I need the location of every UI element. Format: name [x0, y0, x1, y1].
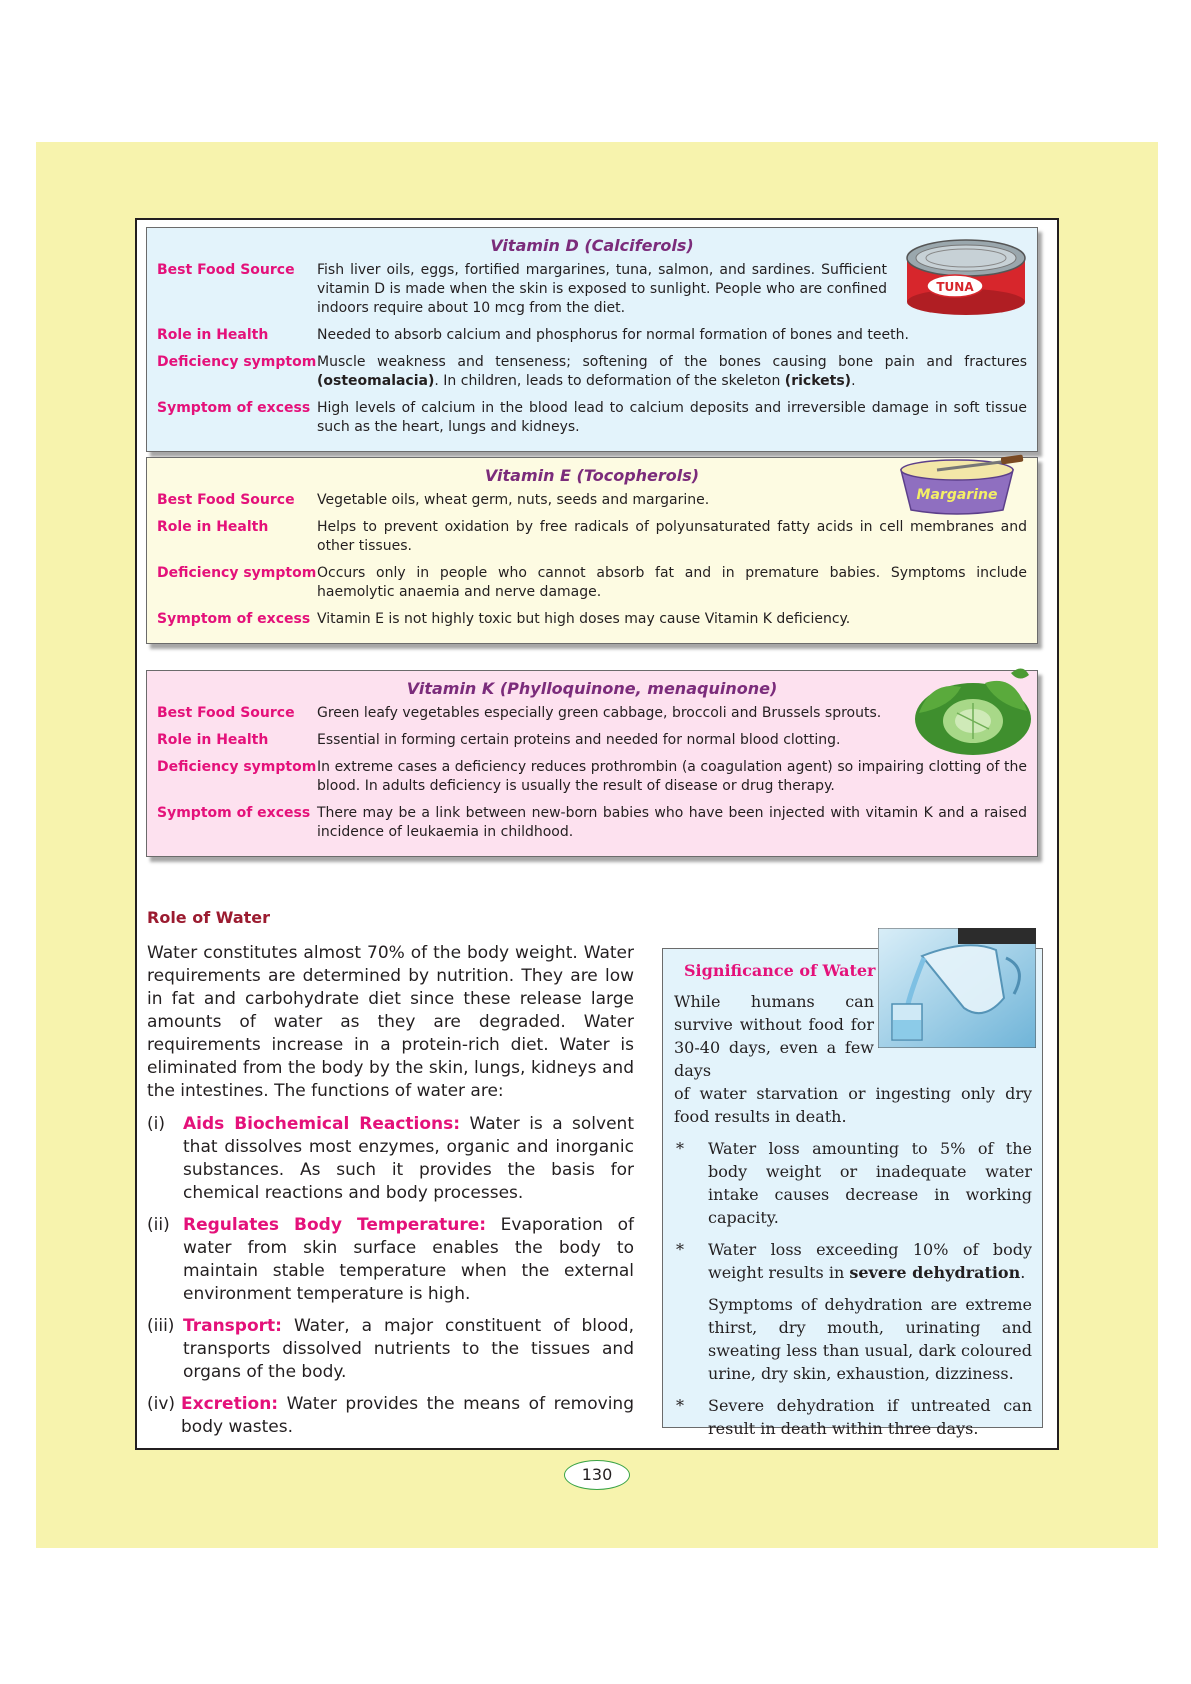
water-text-column: [147, 942, 634, 1448]
vitamin-e-box: [146, 457, 1038, 644]
vitamin-d-box: [146, 227, 1038, 452]
row-label: Symptom of excess: [157, 805, 311, 821]
row-label: Best Food Source: [157, 705, 295, 721]
significance-bullet: * Water loss amounting to 5% of the body weight or inadequate water intake causes decrease in working capacity.: [676, 1139, 1032, 1227]
vitamin-d-role-row: [157, 326, 1027, 345]
row-text: Occurs only in people who cannot absorb fat and in premature babies. Symptoms include haemolytic anaemia and nerve damage.: [317, 565, 1027, 600]
vitamin-k-box: [146, 670, 1038, 857]
water-intro-paragraph: Water constitutes almost 70% of the body weight. Water requirements are determined by nutrition. They are low in fat and carbohydrate diet since these release large amounts of water as they are degraded. Water requirements increase in a protein-rich diet. Water is eliminated from the body by the skin, lungs, kidneys and the intestines. The functions of water are:: [147, 943, 634, 1101]
vitamin-d-excess-row: [157, 399, 1027, 437]
tuna-label: TUNA: [936, 280, 974, 294]
row-text: Helps to prevent oxidation by free radicals of polyunsaturated fatty acids in cell membranes and other tissues.: [317, 519, 1027, 554]
significance-title: Significance of Water: [684, 961, 876, 980]
role-of-water-heading: Role of Water: [147, 908, 271, 927]
row-text: Essential in forming certain proteins and needed for normal blood clotting.: [317, 732, 841, 748]
row-label: Symptom of excess: [157, 400, 311, 416]
significance-bullet: Symptoms of dehydration are extreme thirst, dry mouth, urinating and sweating less than usual, dark coloured urine, dry skin, exhaustion, dizziness.: [708, 1295, 1032, 1383]
row-text: Needed to absorb calcium and phosphorus for normal formation of bones and teeth.: [317, 327, 909, 343]
vitamin-d-title: Vitamin D (Calciferols): [490, 236, 694, 255]
row-label: Deficiency symptom: [157, 354, 317, 370]
vitamin-d-deficiency-row: [157, 353, 1027, 391]
row-text: There may be a link between new-born babies who have been injected with vitamin K and a raised incidence of leukaemia in childhood.: [317, 805, 1027, 840]
water-function-item: (i) Aids Biochemical Reactions: Water is a solvent that dissolves most enzymes, organic and inorganic substances. As such it provides the basis for chemical reactions and body processes.: [147, 1114, 634, 1203]
vitamin-k-deficiency-row: [157, 758, 1027, 796]
page-frame: [135, 218, 1059, 1450]
row-label: Role in Health: [157, 519, 269, 535]
cabbage-icon: [911, 663, 1035, 759]
margarine-bowl-icon: [897, 454, 1027, 516]
vitamin-e-role-row: [157, 518, 1027, 556]
margarine-label: Margarine: [916, 487, 998, 503]
vitamin-k-role-row: [157, 731, 1027, 750]
vitamin-k-title: Vitamin K (Phylloquinone, menaquinone): [406, 679, 778, 698]
row-label: Best Food Source: [157, 262, 295, 278]
vitamin-e-excess-row: [157, 610, 1027, 629]
row-label: Deficiency symptom: [157, 759, 317, 775]
water-function-item: (ii) Regulates Body Temperature: Evaporation of water from skin surface enables the body to maintain stable temperature when the external environment temperature is high.: [147, 1215, 634, 1304]
significance-intro: While humans can survive without food for 30-40 days, even a few days of water starvation or ingesting only dry food results in death.: [674, 992, 1032, 1126]
row-label: Role in Health: [157, 732, 269, 748]
row-label: Symptom of excess: [157, 611, 311, 627]
row-label: Best Food Source: [157, 492, 295, 508]
significance-bullet: * Water loss exceeding 10% of body weight results in severe dehydration.: [676, 1240, 1032, 1282]
row-text: Muscle weakness and tenseness; softening of the bones causing bone pain and fractures (osteomalacia). In children, leads to deformation of the skeleton (rickets).: [317, 354, 1027, 389]
row-text: Vegetable oils, wheat germ, nuts, seeds and margarine.: [317, 492, 710, 508]
tuna-can-icon: [901, 236, 1033, 316]
vitamin-e-title: Vitamin E (Tocopherols): [484, 466, 700, 485]
vitamin-k-food-row: [157, 704, 1027, 723]
row-text: Green leafy vegetables especially green cabbage, broccoli and Brussels sprouts.: [317, 705, 882, 721]
row-text: Fish liver oils, eggs, fortified margarines, tuna, salmon, and sardines. Sufficient vitamin D is made when the skin is exposed to sunlight. People who are confined indoors require about 10 mcg from the diet.: [317, 262, 887, 316]
row-text: High levels of calcium in the blood lead to calcium deposits and irreversible damage in soft tissue such as the heart, lungs and kidneys.: [317, 400, 1027, 435]
row-label: Deficiency symptom: [157, 565, 317, 581]
vitamin-e-deficiency-row: [157, 564, 1027, 602]
row-label: Role in Health: [157, 327, 269, 343]
page-number: 130: [564, 1460, 630, 1490]
water-function-item: (iii) Transport: Water, a major constituent of blood, transports dissolved nutrients to the tissues and organs of the body.: [147, 1316, 634, 1382]
row-text: Vitamin E is not highly toxic but high doses may cause Vitamin K deficiency.: [317, 611, 851, 627]
water-function-item: (iv) Excretion: Water provides the means of removing body wastes.: [147, 1394, 634, 1437]
water-pitcher-photo-icon: [878, 928, 1036, 1048]
significance-bullet: * Severe dehydration if untreated can result in death within three days.: [676, 1396, 1032, 1438]
vitamin-d-food-row: [157, 261, 1027, 318]
row-text: In extreme cases a deficiency reduces prothrombin (a coagulation agent) so impairing clotting of the blood. In adults deficiency is usually the result of disease or drug therapy.: [317, 759, 1027, 794]
vitamin-k-excess-row: [157, 804, 1027, 842]
